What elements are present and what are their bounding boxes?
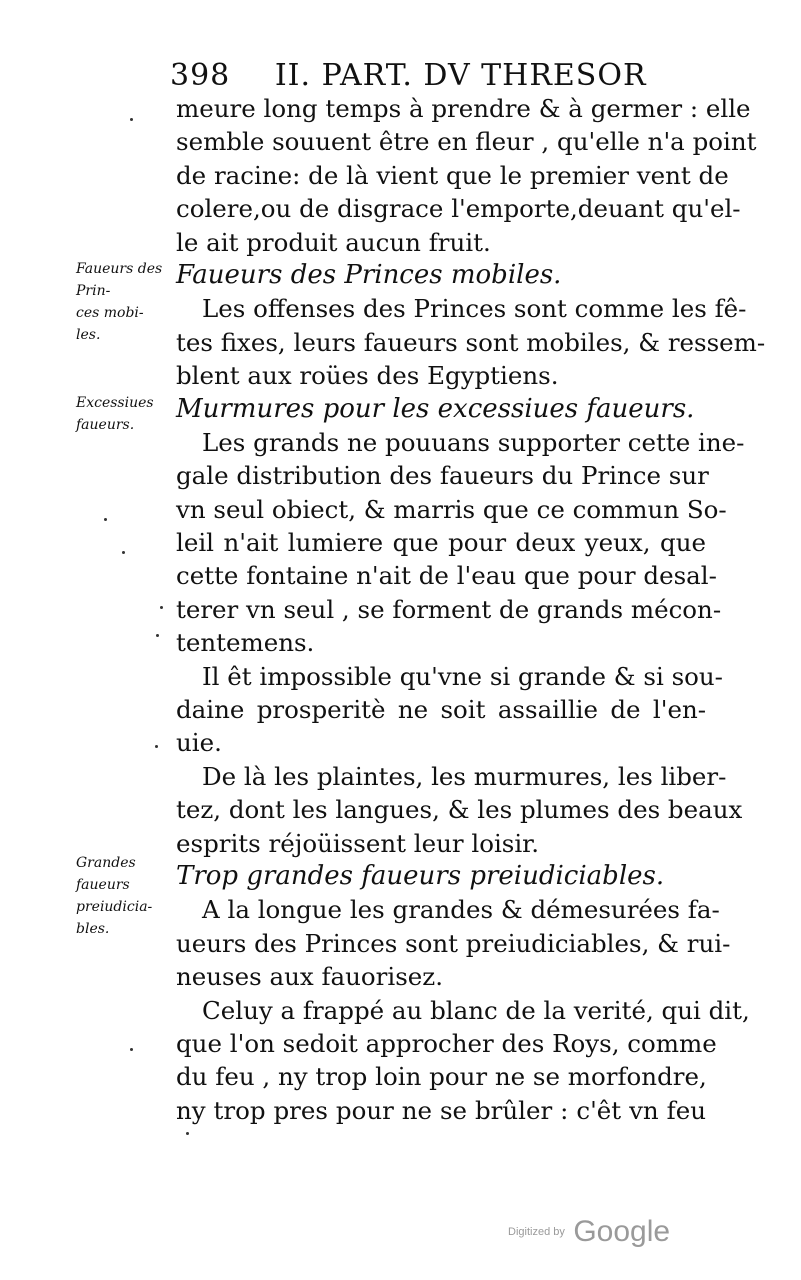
text-line: tez, dont les langues, & les plumes des beaux (176, 795, 743, 825)
text-line: blent aux roües des Egyptiens. (176, 361, 559, 391)
text-line: semble souuent être en fleur , qu'elle n'a point (176, 127, 757, 157)
text-line: esprits réjoüissent leur loisir. (176, 828, 539, 858)
running-title: II. PART. DV THRESOR (274, 58, 647, 93)
text-line: Les offenses des Princes sont comme les fê- (202, 294, 747, 324)
text-line: leil n'ait lumiere que pour deux yeux, que (176, 528, 706, 558)
marginal-note-grandes-faueurs: Grandes faueurs preiudicia- bles. (76, 855, 153, 937)
text-line: A la longue les grandes & démesurées fa- (202, 895, 720, 925)
text-line: que l'on sedoit approcher des Roys, comme (176, 1028, 717, 1058)
google-watermark (508, 1215, 670, 1249)
text-line: neuses aux fauorisez. (176, 962, 443, 992)
ink-speck (130, 118, 133, 121)
ink-speck (155, 745, 158, 748)
text-line: cette fontaine n'ait de l'eau que pour desal- (176, 561, 717, 591)
text-line: Celuy a frappé au blanc de la verité, qui dit, (202, 995, 750, 1025)
text-line: ny trop pres pour ne se brûler : c'êt vn feu (176, 1095, 706, 1125)
ink-speck (130, 1048, 133, 1051)
ink-speck (160, 606, 163, 609)
text-line: meure long temps à prendre & à germer : elle (176, 94, 751, 123)
ink-speck (122, 551, 125, 554)
ink-speck (104, 518, 107, 521)
text-line: terer vn seul , se forment de grands mécon- (176, 594, 722, 624)
watermark-prefix: Digitized by (508, 1226, 565, 1238)
text-line: du feu , ny trop loin pour ne se morfondre, (176, 1062, 707, 1092)
page-number: 398 (170, 58, 231, 93)
text-line: tentemens. (176, 628, 315, 658)
ink-speck (156, 634, 159, 637)
text-line: vn seul obiect, & marris que ce commun So- (176, 494, 727, 524)
text-line: daine prosperitè ne soit assaillie de l'en- (176, 695, 706, 725)
text-line: De là les plaintes, les murmures, les liber- (202, 761, 727, 791)
text-line: Il êt impossible qu'vne si grande & si sou- (202, 661, 723, 691)
section-heading: Trop grandes faueurs preiudiciables. (176, 860, 665, 891)
text-line: uie. (176, 728, 222, 758)
text-line: de racine: de là vient que le premier vent de (176, 160, 729, 190)
text-line: Les grands ne pouuans supporter cette ine- (202, 427, 745, 457)
text-line: tes fixes, leurs faueurs sont mobiles, & ressem- (176, 327, 766, 357)
section-heading: Faueurs des Princes mobiles. (176, 259, 562, 290)
text-line: gale distribution des faueurs du Prince sur (176, 461, 709, 491)
google-logo: Google (573, 1215, 671, 1248)
text-line: colere,ou de disgrace l'emporte,deuant qu'el- (176, 194, 741, 224)
text-line: ueurs des Princes sont preiudiciables, & rui- (176, 928, 731, 958)
running-header (170, 58, 690, 93)
body-text (176, 92, 766, 1127)
section-heading: Murmures pour les excessiues faueurs. (176, 393, 695, 424)
marginal-note-faueurs-mobiles: Faueurs des Prin- ces mobi- les. (76, 261, 163, 343)
ink-speck (186, 1132, 189, 1135)
marginal-note-excessiues-faueurs: Excessiues faueurs. (76, 395, 154, 433)
text-line: le ait produit aucun fruit. (176, 227, 491, 257)
